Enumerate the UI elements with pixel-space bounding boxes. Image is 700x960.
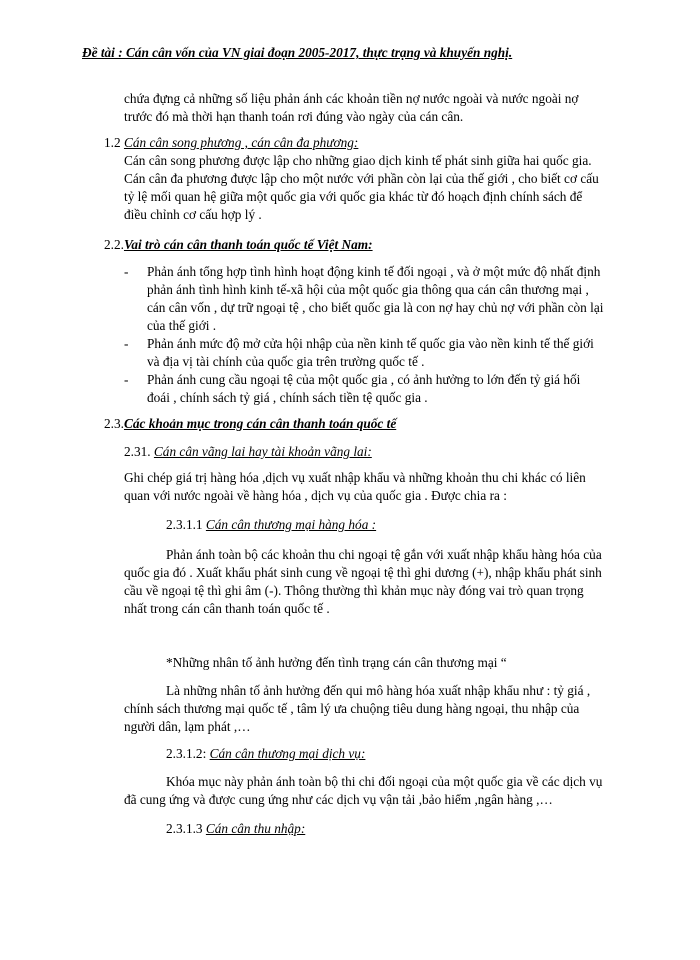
bullet-item bbox=[124, 263, 637, 335]
section-title: Cán cân song phương , cán cân đa phương: bbox=[123, 135, 359, 150]
text-line: điều chỉnh cơ cấu hợp lý . bbox=[124, 207, 262, 222]
text-line: quan với nước ngoài về hàng hóa , dịch vụ của quốc gia . Được chia ra : bbox=[124, 488, 507, 503]
text-line: đã cung ứng và được cung ứng như các dịch vụ vận tải ,bảo hiểm ,ngân hàng ,… bbox=[124, 792, 553, 807]
text-line: cán cân vốn , dự trữ ngoại tệ , cho biết quốc gia là con nợ hay chủ nợ với phần còn lại bbox=[147, 300, 604, 315]
text-line: chính sách thương mại quốc tế , tâm lý ưa chuộng tiêu dung hàng ngoại, thu nhập của bbox=[124, 701, 580, 716]
text-line: phản ánh tình hình kinh tế-xã hội của một quốc gia thông qua cán cân thương mại , bbox=[147, 282, 589, 297]
text-line: và địa vị tài chính của quốc gia trên trường quốc tế . bbox=[147, 354, 425, 369]
dash-marker: - bbox=[124, 336, 129, 351]
intro-paragraph bbox=[124, 90, 644, 126]
section-2-3-heading bbox=[104, 415, 644, 433]
section-title: Các khoản mục trong cán cân thanh toán quốc tế bbox=[123, 416, 397, 431]
section-2-3-1-2-heading bbox=[166, 745, 646, 763]
text-line: Phản ánh tổng hợp tình hình hoạt động kinh tế đối ngoại , và ở một mức độ nhất định bbox=[147, 264, 601, 279]
text-line: của thế giới . bbox=[147, 318, 217, 333]
section-title: Cán cân thương mại dịch vụ: bbox=[209, 746, 366, 761]
dash-marker: - bbox=[124, 264, 129, 279]
text-line: Ghi chép giá trị hàng hóa ,dịch vụ xuất nhập khẩu và những khoản thu chi khác có liên bbox=[124, 470, 586, 485]
section-2-31-body bbox=[124, 469, 654, 505]
dash-marker: - bbox=[124, 372, 129, 387]
section-1-2-heading bbox=[104, 134, 644, 152]
text-line: tỷ lệ mối quan hệ giữa một quốc gia với quốc gia khác từ đó hoạch định chính sách để bbox=[124, 189, 583, 204]
text-line: cầu về ngoại tệ thì ghi âm (-). Thông thường thì khản mục này đóng vai trò quan trọng bbox=[124, 583, 584, 598]
section-title: Vai trò cán cân thanh toán quốc tế Việt Nam: bbox=[123, 237, 373, 252]
text-line: Cán cân đa phương được lập cho một nước với phần còn lại của thế giới , cho biết cơ cấu bbox=[124, 171, 599, 186]
section-number: 2.3.1.1 bbox=[166, 517, 206, 532]
section-number: 2.31. bbox=[124, 444, 154, 459]
section-title: Cán cân vãng lai hay tài khoản vãng lai: bbox=[153, 444, 372, 459]
text-line: nhất trong cán cân thanh toán quốc tế . bbox=[124, 601, 330, 616]
text-line: Phản ánh mức độ mở cửa hội nhập của nền kinh tế quốc gia vào nền kinh tế thế giới bbox=[147, 336, 594, 351]
section-2-3-1-3-heading bbox=[166, 820, 646, 838]
section-number: 2.2. bbox=[104, 237, 124, 252]
text-line: Phản ánh toàn bộ các khoản thu chi ngoại tệ gắn với xuất nhập khẩu hàng hóa của bbox=[166, 547, 602, 562]
section-1-2-body bbox=[124, 152, 654, 224]
page-header: Đề tài : Cán cân vốn của VN giai đoạn 2005-2017, thực trạng và khuyến nghị. bbox=[82, 45, 513, 60]
factors-body bbox=[124, 682, 654, 736]
section-title: Cán cân thu nhập: bbox=[205, 821, 306, 836]
text-line: trước đó mà thời hạn thanh toán rơi đúng vào ngày của cán cân. bbox=[124, 109, 464, 124]
section-number: 2.3. bbox=[104, 416, 124, 431]
section-2-2-bullets bbox=[124, 263, 637, 407]
bullet-item bbox=[124, 335, 637, 371]
text-line: Cán cân song phương được lập cho những giao dịch kinh tế phát sinh giữa hai quốc gia. bbox=[124, 153, 592, 168]
section-2-2-heading bbox=[104, 236, 644, 254]
section-2-3-1-1-body bbox=[124, 546, 654, 618]
text-line: Khóa mục này phản ánh toàn bộ thi chi đối ngoại của một quốc gia về các dịch vụ bbox=[166, 774, 603, 789]
text-line: Là những nhân tố ảnh hưởng đến qui mô hàng hóa xuất nhập khẩu như : tỷ giá , bbox=[166, 683, 591, 698]
text-line: đoái , chính sách tỷ giá , chính sách tiền tệ quốc gia . bbox=[147, 390, 428, 405]
section-2-3-1-2-body bbox=[124, 773, 654, 809]
section-title: Cán cân thương mại hàng hóa : bbox=[205, 517, 377, 532]
text-line: chứa đựng cả những số liệu phản ánh các khoản tiền nợ nước ngoài và nước ngoài nợ bbox=[124, 91, 579, 106]
text-line: quốc gia đó . Xuất khẩu phát sinh cung về ngoại tệ thì ghi dương (+), nhập khẩu phát sinh bbox=[124, 565, 602, 580]
section-number: 2.3.1.2: bbox=[166, 746, 210, 761]
section-number: 1.2 bbox=[104, 135, 124, 150]
text-line: người dân, lạm phát ,… bbox=[124, 719, 251, 734]
section-number: 2.3.1.3 bbox=[166, 821, 206, 836]
section-2-3-1-1-heading bbox=[166, 516, 646, 534]
section-2-31-heading bbox=[124, 443, 664, 461]
text-line: Phản ánh cung cầu ngoại tệ của một quốc gia , có ảnh hưởng to lớn đến tỷ giá hối bbox=[147, 372, 581, 387]
bullet-item bbox=[124, 371, 637, 407]
factors-heading: *Những nhân tố ảnh hưởng đến tình trạng cán cân thương mại “ bbox=[166, 655, 507, 670]
